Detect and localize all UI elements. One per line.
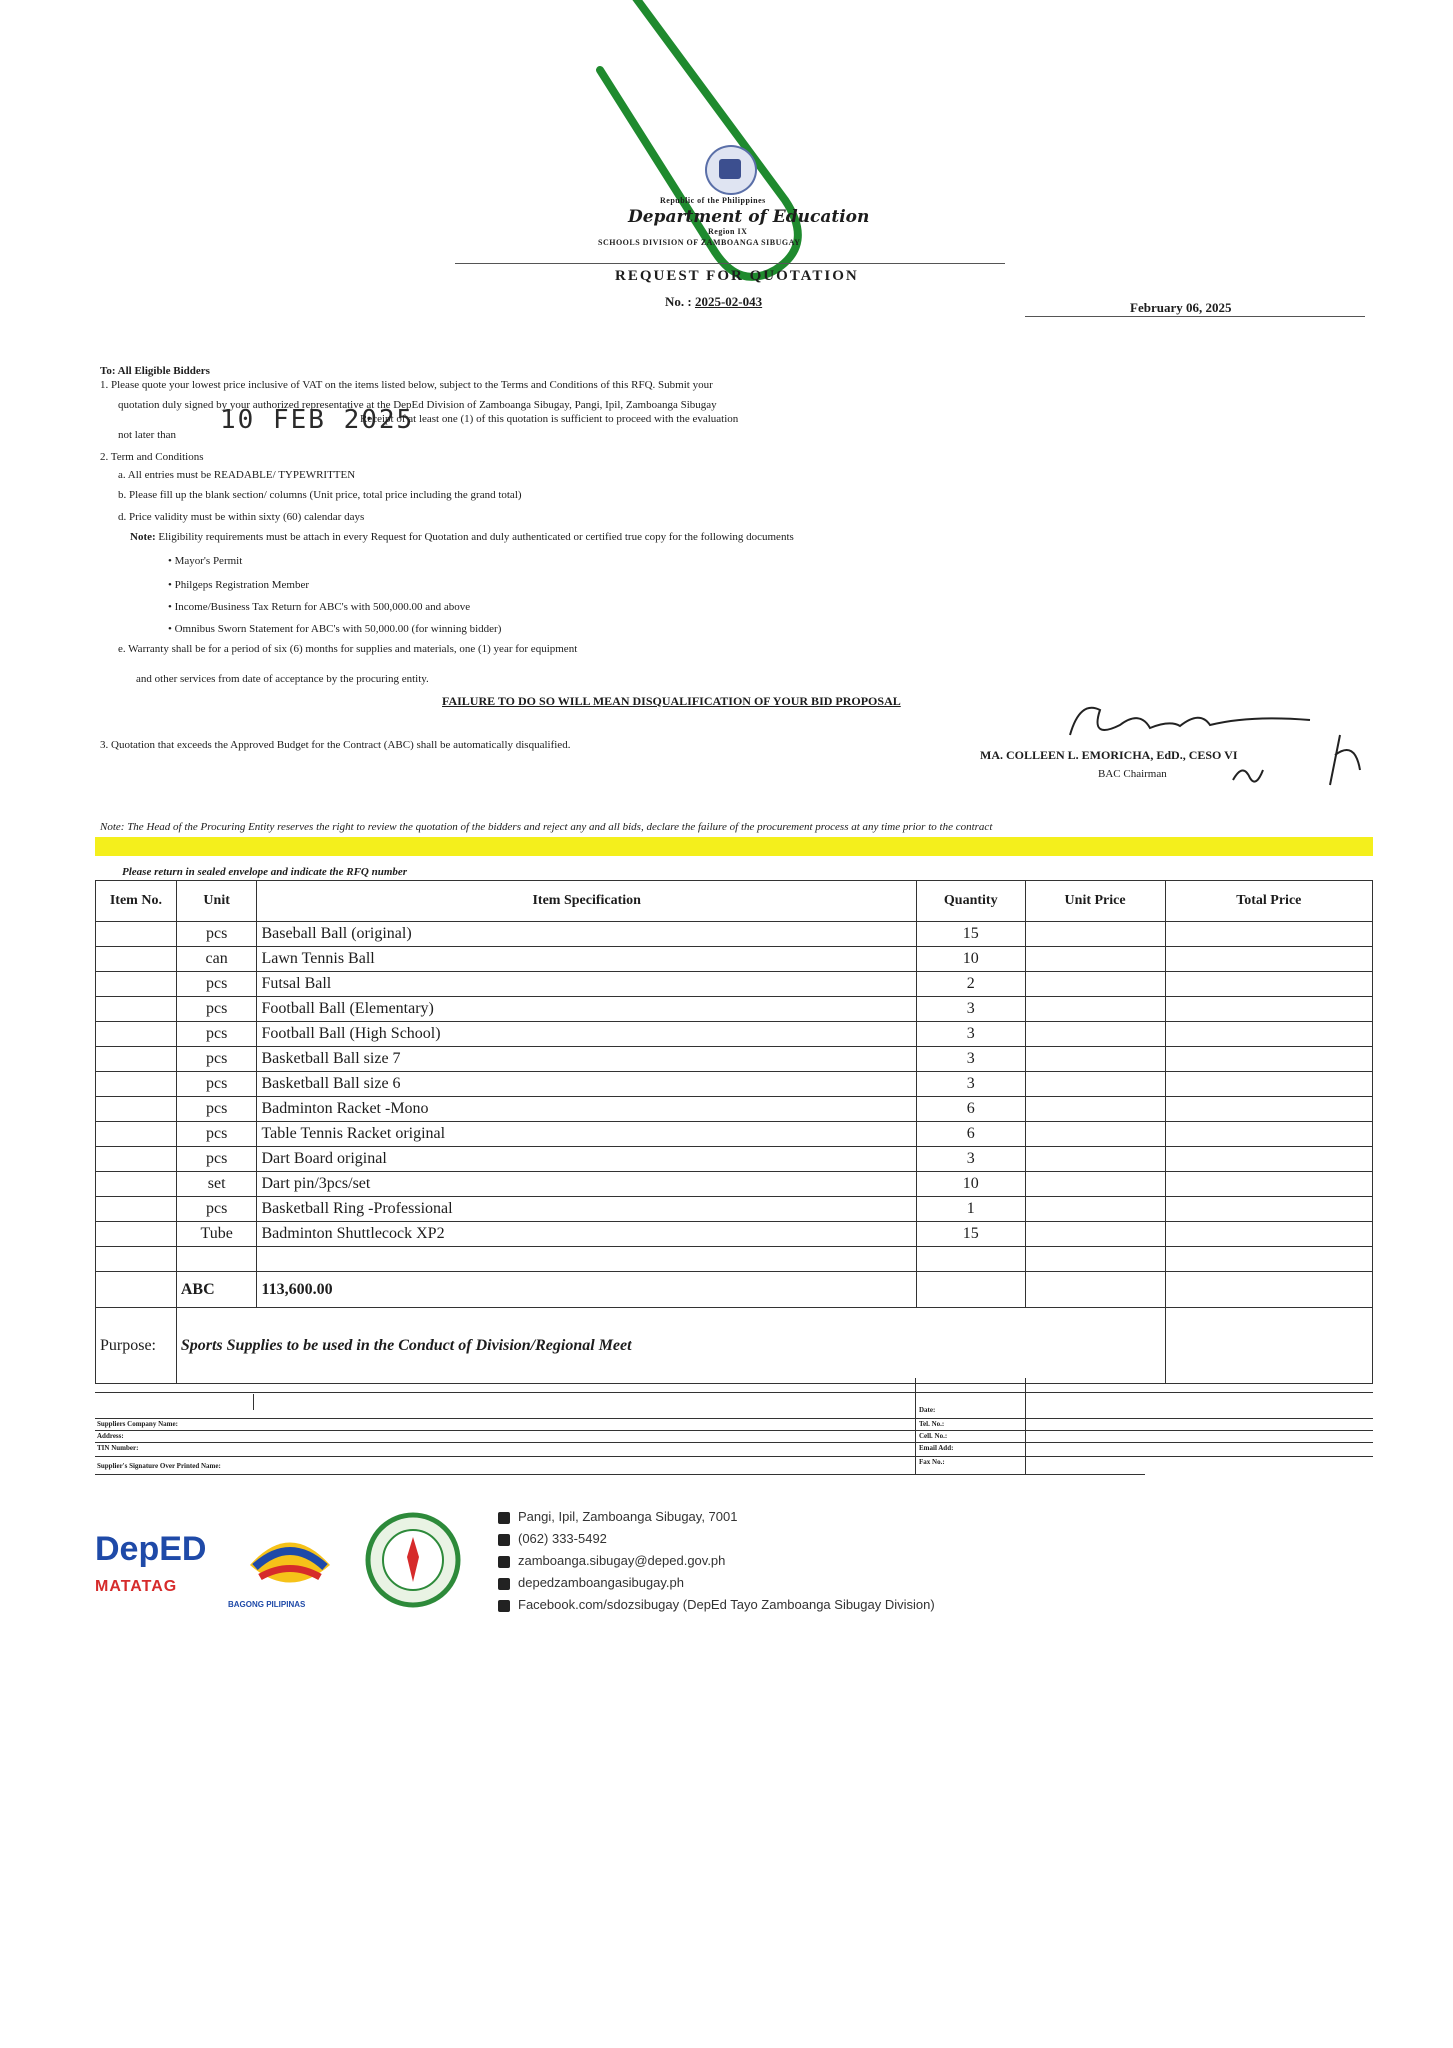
total-price-cell [1165, 1172, 1372, 1197]
unit-price-cell [1025, 1047, 1165, 1072]
table-row [96, 1047, 1373, 1072]
email-icon [498, 1556, 510, 1568]
term-e: e. Warranty shall be for a period of six (6) months for supplies and materials, one (1) year for equipment [118, 643, 578, 655]
initials-graphic [1228, 760, 1268, 790]
table-row [96, 997, 1373, 1022]
spec-cell: Dart Board original [257, 1147, 917, 1172]
division-seal-icon [365, 1512, 461, 1608]
total-price-cell [1165, 1197, 1372, 1222]
unit-cell: pcs [176, 1147, 257, 1172]
facebook-icon [498, 1600, 510, 1612]
unit-price-cell [1025, 997, 1165, 1022]
total-price-cell [1165, 947, 1372, 972]
unit-cell: pcs [176, 1022, 257, 1047]
signature-graphic [1050, 690, 1320, 750]
item-no-cell [96, 922, 177, 947]
req-3: • Income/Business Tax Return for ABC's with 500,000.00 and above [168, 601, 471, 613]
header-republic: Republic of the Philippines [660, 196, 766, 205]
abc-value: 113,600.00 [257, 1272, 917, 1308]
location-icon [498, 1512, 510, 1524]
spec-cell: Baseball Ball (original) [257, 922, 917, 947]
contact-phone: (062) 333-5492 [498, 1528, 935, 1550]
spec-cell: Football Ball (High School) [257, 1022, 917, 1047]
unit-cell: pcs [176, 922, 257, 947]
qty-cell: 2 [917, 972, 1026, 997]
date-underline [1025, 316, 1365, 317]
unit-price-cell [1025, 1197, 1165, 1222]
unit-price-cell [1025, 1172, 1165, 1197]
qty-cell: 3 [917, 997, 1026, 1022]
contact-website[interactable]: depedzamboangasibugay.ph [498, 1572, 935, 1594]
spec-cell: Dart pin/3pcs/set [257, 1172, 917, 1197]
unit-price-cell [1025, 1147, 1165, 1172]
spec-cell: Basketball Ring -Professional [257, 1197, 917, 1222]
abc-row [96, 1272, 1373, 1308]
table-row [96, 1172, 1373, 1197]
unit-cell: pcs [176, 1072, 257, 1097]
table-row [96, 1122, 1373, 1147]
to-line: To: All Eligible Bidders [100, 365, 210, 377]
contact-list [498, 1506, 935, 1616]
qty-cell: 3 [917, 1047, 1026, 1072]
bagong-pilipinas-logo-icon [240, 1525, 340, 1600]
instruction-3: 3. Quotation that exceeds the Approved Budget for the Contract (ABC) shall be automatically disqualified. [100, 739, 571, 751]
web-icon [498, 1578, 510, 1590]
total-price-cell [1165, 1222, 1372, 1247]
purpose-row [96, 1308, 1373, 1384]
unit-price-cell [1025, 1022, 1165, 1047]
item-no-cell [96, 997, 177, 1022]
purpose-label: Purpose: [96, 1308, 177, 1384]
spec-cell: Basketball Ball size 6 [257, 1072, 917, 1097]
failure-warning: FAILURE TO DO SO WILL MEAN DISQUALIFICATION OF YOUR BID PROPOSAL [442, 694, 901, 708]
quotation-table [95, 880, 1373, 1384]
spec-cell: Lawn Tennis Ball [257, 947, 917, 972]
item-no-cell [96, 1072, 177, 1097]
table-row [96, 1022, 1373, 1047]
highlight-bar [95, 837, 1373, 856]
purpose-value: Sports Supplies to be used in the Conduct of Division/Regional Meet [176, 1308, 1165, 1384]
req-2: • Philgeps Registration Member [168, 579, 310, 591]
item-no-cell [96, 1147, 177, 1172]
table-row [96, 1097, 1373, 1122]
qty-cell: 3 [917, 1022, 1026, 1047]
col-spec: Item Specification [257, 881, 917, 922]
total-price-cell [1165, 1022, 1372, 1047]
total-price-cell [1165, 972, 1372, 997]
phone-icon [498, 1534, 510, 1546]
col-unit-price: Unit Price [1025, 881, 1165, 922]
blank-row [96, 1247, 1373, 1272]
table-row [96, 1147, 1373, 1172]
req-1: • Mayor's Permit [168, 555, 243, 567]
total-price-cell [1165, 922, 1372, 947]
header-division: SCHOOLS DIVISION OF ZAMBOANGA SIBUGAY [598, 238, 801, 247]
total-price-cell [1165, 1097, 1372, 1122]
abc-label: ABC [176, 1272, 257, 1308]
date-stamp: 10 FEB 2025 [220, 405, 415, 435]
table-row [96, 922, 1373, 947]
header-region: Region IX [708, 227, 748, 236]
item-no-cell [96, 947, 177, 972]
qty-cell: 10 [917, 1172, 1026, 1197]
initials-mark-graphic [1320, 730, 1370, 790]
contact-email[interactable]: zamboanga.sibugay@deped.gov.ph [498, 1550, 935, 1572]
table-row [96, 1072, 1373, 1097]
note-text: Eligibility requirements must be attach in every Request for Quotation and duly authenticated or certified true copy for the following documents [158, 531, 794, 543]
item-no-cell [96, 1022, 177, 1047]
unit-price-cell [1025, 1097, 1165, 1122]
supplier-date-label: Date: [919, 1406, 936, 1414]
total-price-cell [1165, 1122, 1372, 1147]
supplier-block [95, 1378, 1373, 1474]
col-unit: Unit [176, 881, 257, 922]
table-row [96, 972, 1373, 997]
qty-cell: 15 [917, 1222, 1026, 1247]
item-no-cell [96, 1222, 177, 1247]
deadline-label: not later than [118, 429, 177, 441]
unit-price-cell [1025, 922, 1165, 947]
signer-name: MA. COLLEEN L. EMORICHA, EdD., CESO VI [980, 748, 1238, 762]
spec-cell: Table Tennis Racket original [257, 1122, 917, 1147]
term-d: d. Price validity must be within sixty (60) calendar days [118, 511, 365, 523]
head-note: Note: The Head of the Procuring Entity reserves the right to review the quotation of the bidders and reject any and all bids, declare the failure of the procurement process at any time prior to the contract [100, 821, 993, 833]
rfq-no-label: No. : [665, 294, 692, 309]
contact-facebook[interactable]: Facebook.com/sdozsibugay (DepEd Tayo Zamboanga Sibugay Division) [498, 1594, 935, 1616]
deped-seal-icon [705, 145, 757, 195]
unit-price-cell [1025, 947, 1165, 972]
qty-cell: 1 [917, 1197, 1026, 1222]
terms-heading: 2. Term and Conditions [100, 451, 204, 463]
table-header-row [96, 881, 1373, 922]
rfq-date: February 06, 2025 [1130, 300, 1232, 315]
unit-price-cell [1025, 1222, 1165, 1247]
deped-logo: DepED [95, 1530, 207, 1568]
supplier-fax-label: Fax No.: [919, 1458, 945, 1466]
col-item-no: Item No. [96, 881, 177, 922]
unit-cell: can [176, 947, 257, 972]
total-price-cell [1165, 1147, 1372, 1172]
item-no-cell [96, 1197, 177, 1222]
supplier-tel-label: Tel. No.: [919, 1420, 945, 1428]
return-note: Please return in sealed envelope and indicate the RFQ number [122, 866, 408, 878]
supplier-address-label: Address: [97, 1432, 124, 1440]
item-no-cell [96, 1047, 177, 1072]
unit-price-cell [1025, 1072, 1165, 1097]
item-no-cell [96, 1122, 177, 1147]
col-total-price: Total Price [1165, 881, 1372, 922]
contact-address: Pangi, Ipil, Zamboanga Sibugay, 7001 [498, 1506, 935, 1528]
spec-cell: Badminton Racket -Mono [257, 1097, 917, 1122]
term-e2: and other services from date of acceptance by the procuring entity. [136, 673, 429, 685]
qty-cell: 6 [917, 1122, 1026, 1147]
qty-cell: 10 [917, 947, 1026, 972]
instruction-1: 1. Please quote your lowest price inclusive of VAT on the items listed below, subject to the Terms and Conditions of this RFQ. Submit your [100, 379, 713, 391]
total-price-cell [1165, 997, 1372, 1022]
item-no-cell [96, 1097, 177, 1122]
header-divider [455, 263, 1005, 264]
unit-cell: pcs [176, 1097, 257, 1122]
supplier-signature-label: Supplier's Signature Over Printed Name: [97, 1462, 221, 1470]
unit-cell: pcs [176, 972, 257, 997]
table-row [96, 947, 1373, 972]
table-row [96, 1222, 1373, 1247]
term-b: b. Please fill up the blank section/ columns (Unit price, total price including the grand total) [118, 489, 522, 501]
receipt-note: Receipt of at least one (1) of this quotation is sufficient to proceed with the evaluation [360, 413, 739, 425]
req-4: • Omnibus Sworn Statement for ABC's with 50,000.00 (for winning bidder) [168, 623, 502, 635]
item-no-cell [96, 972, 177, 997]
spec-cell: Badminton Shuttlecock XP2 [257, 1222, 917, 1247]
signer-position: BAC Chairman [1098, 768, 1167, 780]
qty-cell: 6 [917, 1097, 1026, 1122]
qty-cell: 15 [917, 922, 1026, 947]
qty-cell: 3 [917, 1147, 1026, 1172]
unit-price-cell [1025, 972, 1165, 997]
supplier-company-label: Suppliers Company Name: [97, 1420, 178, 1428]
instruction-1b: quotation duly signed by your authorized representative at the DepEd Division of Zamboanga Sibugay, Pangi, Ipil, Zamboanga Sibugay [118, 399, 717, 411]
supplier-tin-label: TIN Number: [97, 1444, 139, 1452]
matatag-logo: MATATAG [95, 1578, 178, 1595]
header-department: Department of Education [628, 207, 870, 227]
term-a: a. All entries must be READABLE/ TYPEWRITTEN [118, 469, 356, 481]
bagong-pilipinas-text: BAGONG PILIPINAS [228, 1600, 306, 1609]
unit-price-cell [1025, 1122, 1165, 1147]
supplier-cell-label: Cell. No.: [919, 1432, 948, 1440]
unit-cell: Tube [176, 1222, 257, 1247]
unit-cell: pcs [176, 1047, 257, 1072]
unit-cell: pcs [176, 1122, 257, 1147]
item-no-cell [96, 1172, 177, 1197]
col-qty: Quantity [917, 881, 1026, 922]
total-price-cell [1165, 1047, 1372, 1072]
supplier-email-label: Email Add: [919, 1444, 954, 1452]
rfq-number: 2025-02-043 [694, 294, 763, 309]
total-price-cell [1165, 1072, 1372, 1097]
table-row [96, 1197, 1373, 1222]
page-title: REQUEST FOR QUOTATION [615, 268, 859, 284]
spec-cell: Football Ball (Elementary) [257, 997, 917, 1022]
note-label: Note: [130, 531, 156, 543]
unit-cell: pcs [176, 997, 257, 1022]
spec-cell: Futsal Ball [257, 972, 917, 997]
qty-cell: 3 [917, 1072, 1026, 1097]
unit-cell: set [176, 1172, 257, 1197]
spec-cell: Basketball Ball size 7 [257, 1047, 917, 1072]
unit-cell: pcs [176, 1197, 257, 1222]
